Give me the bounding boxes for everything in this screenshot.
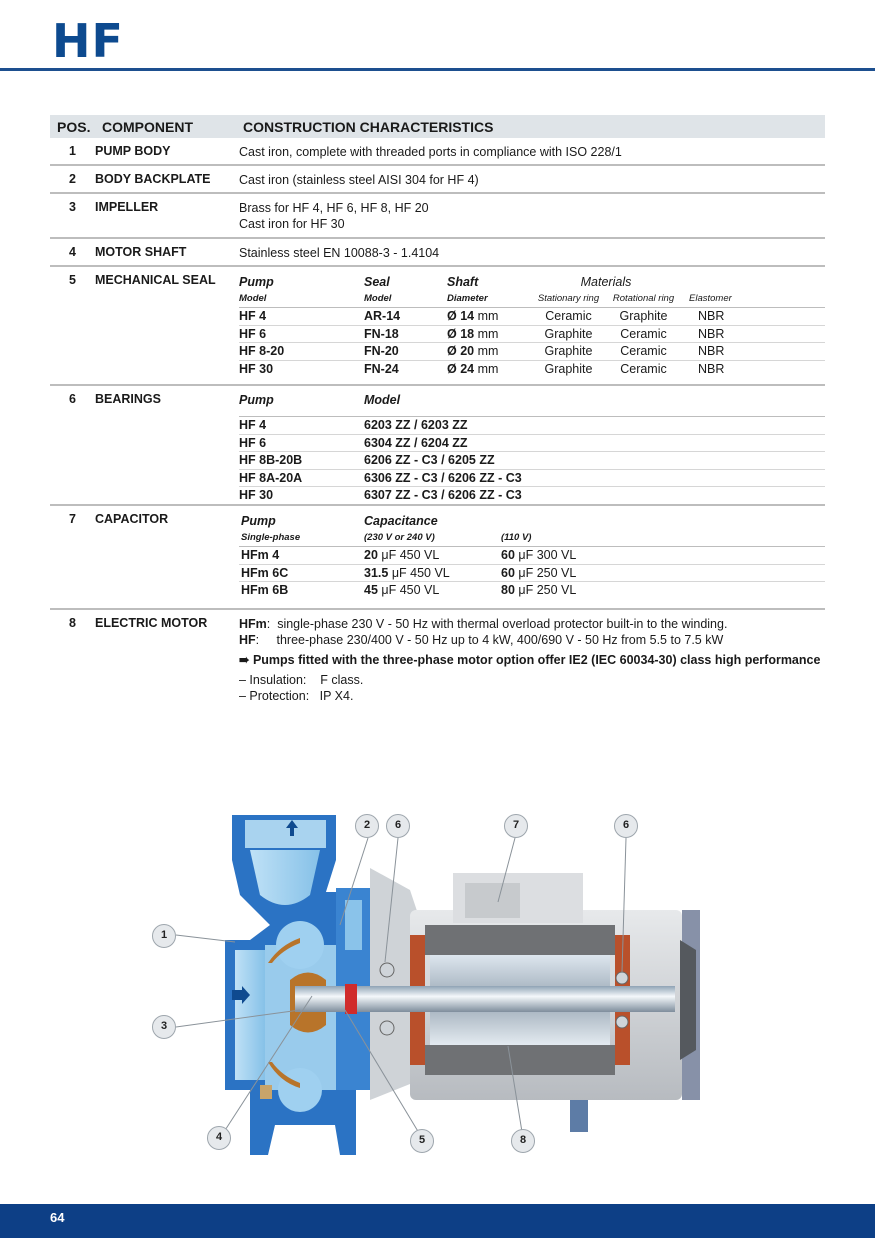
seal-rotational: Ceramic: [606, 343, 681, 361]
motor-hfm-label: HFm: [239, 617, 267, 631]
bearing-model: 6304 ZZ / 6204 ZZ: [364, 434, 825, 452]
cap-h2-230: (230 V or 240 V): [364, 530, 501, 547]
row-pos: 2: [69, 172, 76, 186]
seal-shaft: [447, 343, 531, 361]
seal-rotational: Ceramic: [620, 361, 667, 376]
row-pos: 5: [69, 273, 76, 287]
drain-plug: [260, 1085, 272, 1099]
table-row-electric-motor: [50, 610, 825, 710]
bearing-pump: HF 30: [239, 488, 274, 503]
capacitor-row: [239, 547, 825, 565]
row-component: CAPACITOR: [95, 512, 169, 526]
table-row-bearings: [50, 386, 825, 506]
page-number: 64: [50, 1210, 65, 1225]
cap-pump: HFm 6C: [239, 564, 364, 582]
cap-230: [364, 564, 501, 582]
cap-230-rest: μF 450 VL: [377, 548, 440, 563]
bearing-pump: HF 8A-20A: [239, 469, 364, 487]
cap-230-value: 45: [364, 583, 378, 598]
bearings-h-pump: Pump: [239, 392, 364, 417]
row-component: MOTOR SHAFT: [95, 245, 187, 259]
bearing-row: [239, 452, 825, 470]
seal-h2-shaft: Diameter: [447, 291, 531, 308]
row-value: Cast iron (stainless steel AISI 304 for HF 4): [239, 173, 479, 187]
seal-shaft: [447, 308, 531, 326]
seal-model: FN-20: [364, 343, 447, 361]
shaft-value: Ø 20: [447, 344, 475, 359]
row-pos: 8: [69, 616, 76, 630]
cap-110-rest: μF 250 VL: [514, 565, 577, 580]
cap-230-value: 20: [364, 548, 378, 563]
page-footer: [0, 1204, 875, 1238]
motor-protection: – Protection: IP X4.: [239, 689, 354, 703]
cap-110-rest: μF 300 VL: [514, 548, 577, 563]
row-value: Cast iron, complete with threaded ports in compliance with ISO 228/1: [239, 145, 622, 159]
seal-rotational: Ceramic: [606, 325, 681, 343]
row-pos: 6: [69, 392, 76, 406]
cap-110-value: 80: [501, 583, 515, 598]
table-header: [50, 115, 825, 138]
table-row: [50, 138, 825, 166]
cap-110: [501, 582, 825, 599]
seal-model: FN-24: [364, 361, 399, 376]
cap-h2-pump: Single-phase: [239, 530, 364, 547]
callout-6-rear: 6: [614, 814, 638, 838]
seal-row: [239, 325, 825, 343]
motor-note-text: Pumps fitted with the three-phase motor option offer IE2 (IEC 60034-30) class high performance: [249, 653, 821, 667]
shaft-unit: mm: [474, 344, 499, 359]
cap-pump: HFm 6B: [241, 583, 289, 598]
seal-table: [239, 273, 825, 377]
cap-pump: HFm 4: [239, 547, 364, 565]
cap-110: [501, 564, 825, 582]
bearing-pump: HF 6: [239, 434, 364, 452]
row-component: ELECTRIC MOTOR: [95, 616, 208, 630]
shaft-unit: mm: [474, 326, 499, 341]
capacitor-row: [239, 564, 825, 582]
capacitor-table: [239, 512, 825, 599]
header-component: COMPONENT: [102, 118, 193, 135]
table-row: [50, 239, 825, 267]
shaft-unit: mm: [474, 361, 499, 376]
seal-model: FN-18: [364, 325, 447, 343]
shaft-unit: mm: [474, 309, 499, 324]
callout-1: 1: [152, 924, 176, 948]
seal-elastomer: NBR: [681, 343, 825, 361]
row-value: Stainless steel EN 10088-3 - 1.4104: [239, 246, 440, 260]
motor-hf-line: [239, 632, 825, 648]
seal-stationary: Graphite: [531, 343, 606, 361]
row-pos: 7: [69, 512, 76, 526]
bearing-pump: HF 8B-20B: [239, 452, 364, 470]
bearing-model: 6203 ZZ / 6203 ZZ: [364, 417, 825, 435]
cap-230-value: 31.5: [364, 565, 389, 580]
callout-4: 4: [207, 1126, 231, 1150]
bearing-row: [239, 434, 825, 452]
seal-elastomer: NBR: [681, 325, 825, 343]
page-title: HF: [52, 14, 124, 68]
seal-row: [239, 360, 825, 377]
bearing-model: 6306 ZZ - C3 / 6206 ZZ - C3: [364, 469, 825, 487]
seal-row: [239, 308, 825, 326]
motor-hfm-line: [239, 616, 825, 632]
mechanical-seal: [345, 984, 357, 1014]
row-value: Brass for HF 4, HF 6, HF 8, HF 20: [239, 201, 429, 215]
arrow-right-icon: ➠: [239, 653, 250, 667]
cap-230-rest: μF 450 VL: [388, 565, 450, 580]
seal-h2-stationary: Stationary ring: [531, 291, 606, 308]
motor-hf-label: HF: [239, 633, 256, 647]
seal-elastomer: NBR: [681, 308, 825, 326]
shaft-value: Ø 14: [447, 309, 475, 324]
seal-h-seal: Seal: [364, 275, 390, 289]
shaft-value: Ø 18: [447, 326, 475, 341]
seal-stationary: Graphite: [531, 325, 606, 343]
row-component: BODY BACKPLATE: [95, 172, 211, 186]
motor-hf-text: : three-phase 230/400 V - 50 Hz up to 4 kW, 400/690 V - 50 Hz from 5.5 to 7.5 kW: [255, 633, 724, 647]
bearing-pump: HF 4: [239, 417, 364, 435]
capacitor-row: [239, 582, 825, 599]
callout-2: 2: [355, 814, 379, 838]
cap-110-value: 60: [501, 548, 515, 563]
cooling-fan: [680, 940, 696, 1060]
row-pos: 1: [69, 144, 76, 158]
seal-shaft: [447, 360, 531, 377]
bearing-model: 6307 ZZ - C3 / 6206 ZZ - C3: [364, 488, 522, 503]
seal-stationary: Graphite: [544, 361, 593, 376]
row-component: IMPELLER: [95, 200, 159, 214]
stator-top: [425, 925, 615, 955]
pump-cutaway-diagram: [140, 800, 700, 1160]
seal-elastomer: NBR: [698, 361, 725, 376]
seal-h-materials: Materials: [580, 275, 632, 289]
cap-110: [501, 547, 825, 565]
table-row: [50, 194, 825, 239]
cap-230-rest: μF 450 VL: [377, 583, 440, 598]
seal-stationary: Ceramic: [531, 308, 606, 326]
cap-230: [364, 582, 501, 599]
seal-row: [239, 343, 825, 361]
table-row-mechanical-seal: [50, 267, 825, 386]
seal-h-pump: Pump: [239, 275, 274, 289]
cap-h-pump: Pump: [241, 514, 276, 528]
bearings-table: [239, 392, 825, 504]
cap-110-rest: μF 250 VL: [514, 583, 577, 598]
bearing-row: [239, 469, 825, 487]
pump-illustration: [140, 800, 700, 1160]
seal-pump: HF 4: [239, 308, 364, 326]
table-row-capacitor: [50, 506, 825, 610]
seal-h-shaft: Shaft: [447, 275, 479, 289]
row-component: MECHANICAL SEAL: [95, 273, 216, 287]
construction-table: [50, 115, 825, 710]
motor-insulation: – Insulation: F class.: [239, 673, 364, 687]
seal-pump: HF 30: [239, 361, 274, 376]
bearing-row: [239, 487, 825, 504]
cap-h-capacitance: Capacitance: [364, 514, 438, 528]
table-row: [50, 166, 825, 194]
seal-h2-rotational: Rotational ring: [606, 291, 681, 308]
row-component: PUMP BODY: [95, 144, 171, 158]
row-value: Cast iron for HF 30: [239, 217, 345, 231]
motor-ie2-note: [239, 652, 825, 668]
seal-rotational: Graphite: [606, 308, 681, 326]
seal-pump: HF 6: [239, 325, 364, 343]
callout-3: 3: [152, 1015, 176, 1039]
callout-6-front: 6: [386, 814, 410, 838]
cap-230: [364, 547, 501, 565]
bearings-h-model: Model: [364, 392, 825, 417]
bearing-row: [239, 417, 825, 435]
title-rule: [0, 68, 875, 71]
seal-pump: HF 8-20: [239, 343, 364, 361]
seal-h2-pump: Model: [239, 291, 364, 308]
seal-h2-elastomer: Elastomer: [681, 291, 825, 308]
bearing-rear: [616, 972, 628, 984]
callout-5: 5: [410, 1129, 434, 1153]
row-component: BEARINGS: [95, 392, 161, 406]
bearing-model: 6206 ZZ - C3 / 6205 ZZ: [364, 452, 825, 470]
seal-model: AR-14: [364, 308, 447, 326]
motor-hfm-text: : single-phase 230 V - 50 Hz with thermal overload protector built-in to the winding.: [266, 617, 728, 631]
shaft-value: Ø 24: [447, 361, 475, 376]
cap-h2-110: (110 V): [501, 530, 825, 547]
callout-7: 7: [504, 814, 528, 838]
cap-110-value: 60: [501, 565, 515, 580]
stator-bottom: [425, 1045, 615, 1075]
seal-shaft: [447, 325, 531, 343]
callout-8: 8: [511, 1129, 535, 1153]
row-pos: 4: [69, 245, 76, 259]
row-pos: 3: [69, 200, 76, 214]
seal-h2-seal: Model: [364, 291, 447, 308]
header-characteristics: CONSTRUCTION CHARACTERISTICS: [243, 118, 494, 135]
bearing-front: [380, 963, 394, 977]
header-pos: POS.: [57, 118, 91, 135]
